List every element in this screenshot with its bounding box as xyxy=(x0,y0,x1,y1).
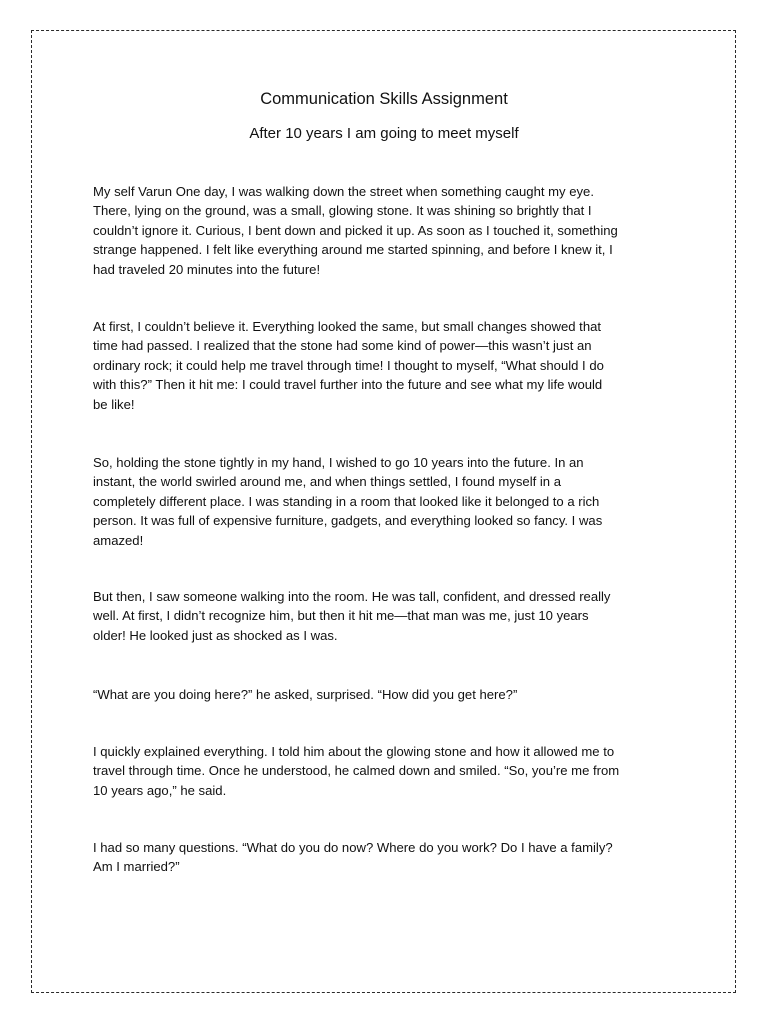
document-title: Communication Skills Assignment xyxy=(260,90,508,108)
paragraph-1: My self Varun One day, I was walking down the street when something caught my eye. There, lying on the ground, was a small, glowing stone. It was shining so brightly that I couldn’t ignore it. Curious, I bent down and picked it up. As soon as I touched it, something strange happened. I felt like everything around me started spinning, and before I knew it, I had traveled 20 minutes into the future! xyxy=(93,184,618,277)
paragraph-6: I quickly explained everything. I told him about the glowing stone and how it allowed me to travel through time. Once he understood, he calmed down and smiled. “So, you’re me from 10 years ago,” he said. xyxy=(93,744,620,798)
paragraph-2: At first, I couldn’t believe it. Everything looked the same, but small changes showed that time had passed. I realized that the stone had some kind of power—this wasn’t just an ordinary rock; it could help me travel through time! I thought to myself, “What should I do with this?” Then it hit me: I could travel further into the future and see what my life would be like! xyxy=(93,319,604,412)
document-subtitle: After 10 years I am going to meet myself xyxy=(249,125,519,142)
paragraph-4: But then, I saw someone walking into the room. He was tall, confident, and dressed really well. At first, I didn’t recognize him, but then it hit me—that man was me, just 10 years older! He looked just as shocked as I was. xyxy=(93,589,611,643)
paragraph-7: I had so many questions. “What do you do now? Where do you work? Do I have a family? Am I married?” xyxy=(93,840,613,875)
paragraph-5: “What are you doing here?” he asked, surprised. “How did you get here?” xyxy=(93,687,518,702)
paragraph-3: So, holding the stone tightly in my hand, I wished to go 10 years into the future. In an instant, the world swirled around me, and when things settled, I found myself in a completely different place. I was standing in a room that looked like it belonged to a rich person. It was full of expensive furniture, gadgets, and everything looked so fancy. I was amazed! xyxy=(93,455,603,548)
